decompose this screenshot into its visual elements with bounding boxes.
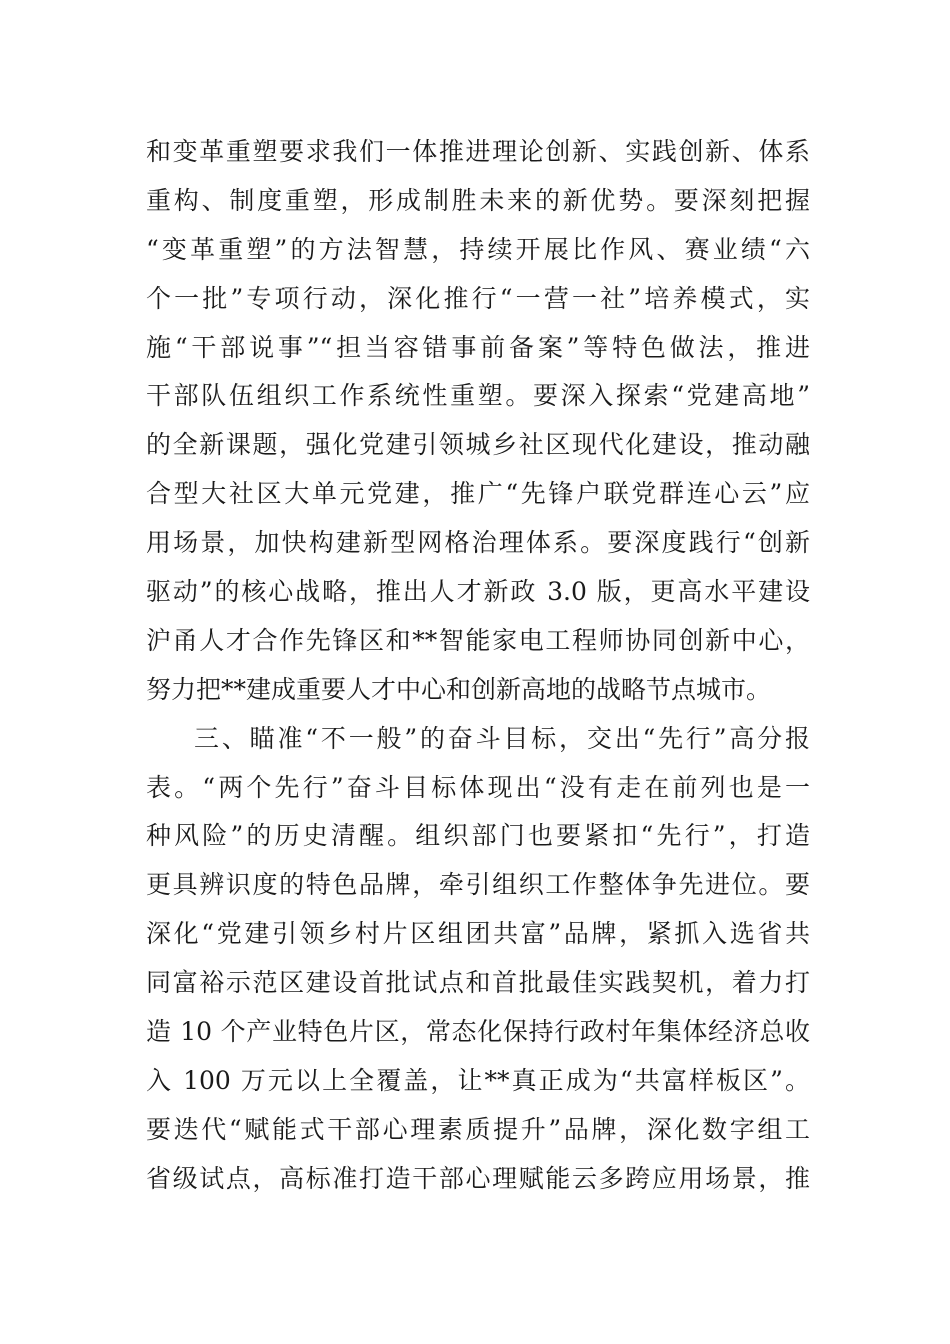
text-line: 干部队伍组织工作系统性重塑。要深入探索“党建高地”	[146, 381, 810, 411]
text-line: 的全新课题，强化党建引领城乡社区现代化建设，推动融	[146, 430, 810, 460]
text-line: 要迭代“赋能式干部心理素质提升”品牌，深化数字组工	[146, 1114, 810, 1144]
text-line: 更具辨识度的特色品牌，牵引组织工作整体争先进位。要	[146, 870, 810, 900]
document-body	[146, 128, 810, 1204]
text-line: 深化“党建引领乡村片区组团共富”品牌，紧抓入选省共	[146, 919, 810, 949]
text-line: 省级试点，高标准打造干部心理赋能云多跨应用场景，推	[146, 1163, 810, 1193]
text-line: 沪甬人才合作先锋区和**智能家电工程师协同创新中心，	[146, 625, 810, 655]
text-line: 施“干部说事”“担当容错事前备案”等特色做法，推进	[146, 332, 810, 362]
paragraph-1	[146, 128, 810, 715]
text-line: 用场景，加快构建新型网格治理体系。要深度践行“创新	[146, 528, 810, 558]
text-line: 入 100 万元以上全覆盖，让**真正成为“共富样板区”。	[146, 1065, 810, 1095]
text-line: 个一批”专项行动，深化推行“一营一社”培养模式，实	[146, 283, 810, 313]
text-line: “变革重塑”的方法智慧，持续开展比作风、赛业绩“六	[146, 234, 810, 264]
text-line: 表。“两个先行”奋斗目标体现出“没有走在前列也是一	[146, 772, 810, 802]
text-line: 驱动”的核心战略，推出人才新政 3.0 版，更高水平建设	[146, 577, 810, 607]
text-line: 同富裕示范区建设首批试点和首批最佳实践契机，着力打	[146, 968, 810, 998]
text-line: 和变革重塑要求我们一体推进理论创新、实践创新、体系	[146, 137, 810, 166]
text-line: 三、瞄准“不一般”的奋斗目标，交出“先行”高分报	[194, 723, 810, 753]
text-line: 努力把**建成重要人才中心和创新高地的战略节点城市。	[146, 674, 772, 704]
text-line: 种风险”的历史清醒。组织部门也要紧扣“先行”，打造	[146, 821, 810, 851]
paragraph-2	[146, 715, 810, 1204]
text-line: 合型大社区大单元党建，推广“先锋户联党群连心云”应	[146, 479, 810, 509]
text-line: 重构、制度重塑，形成制胜未来的新优势。要深刻把握	[146, 185, 810, 215]
text-line: 造 10 个产业特色片区，常态化保持行政村年集体经济总收	[146, 1017, 810, 1047]
